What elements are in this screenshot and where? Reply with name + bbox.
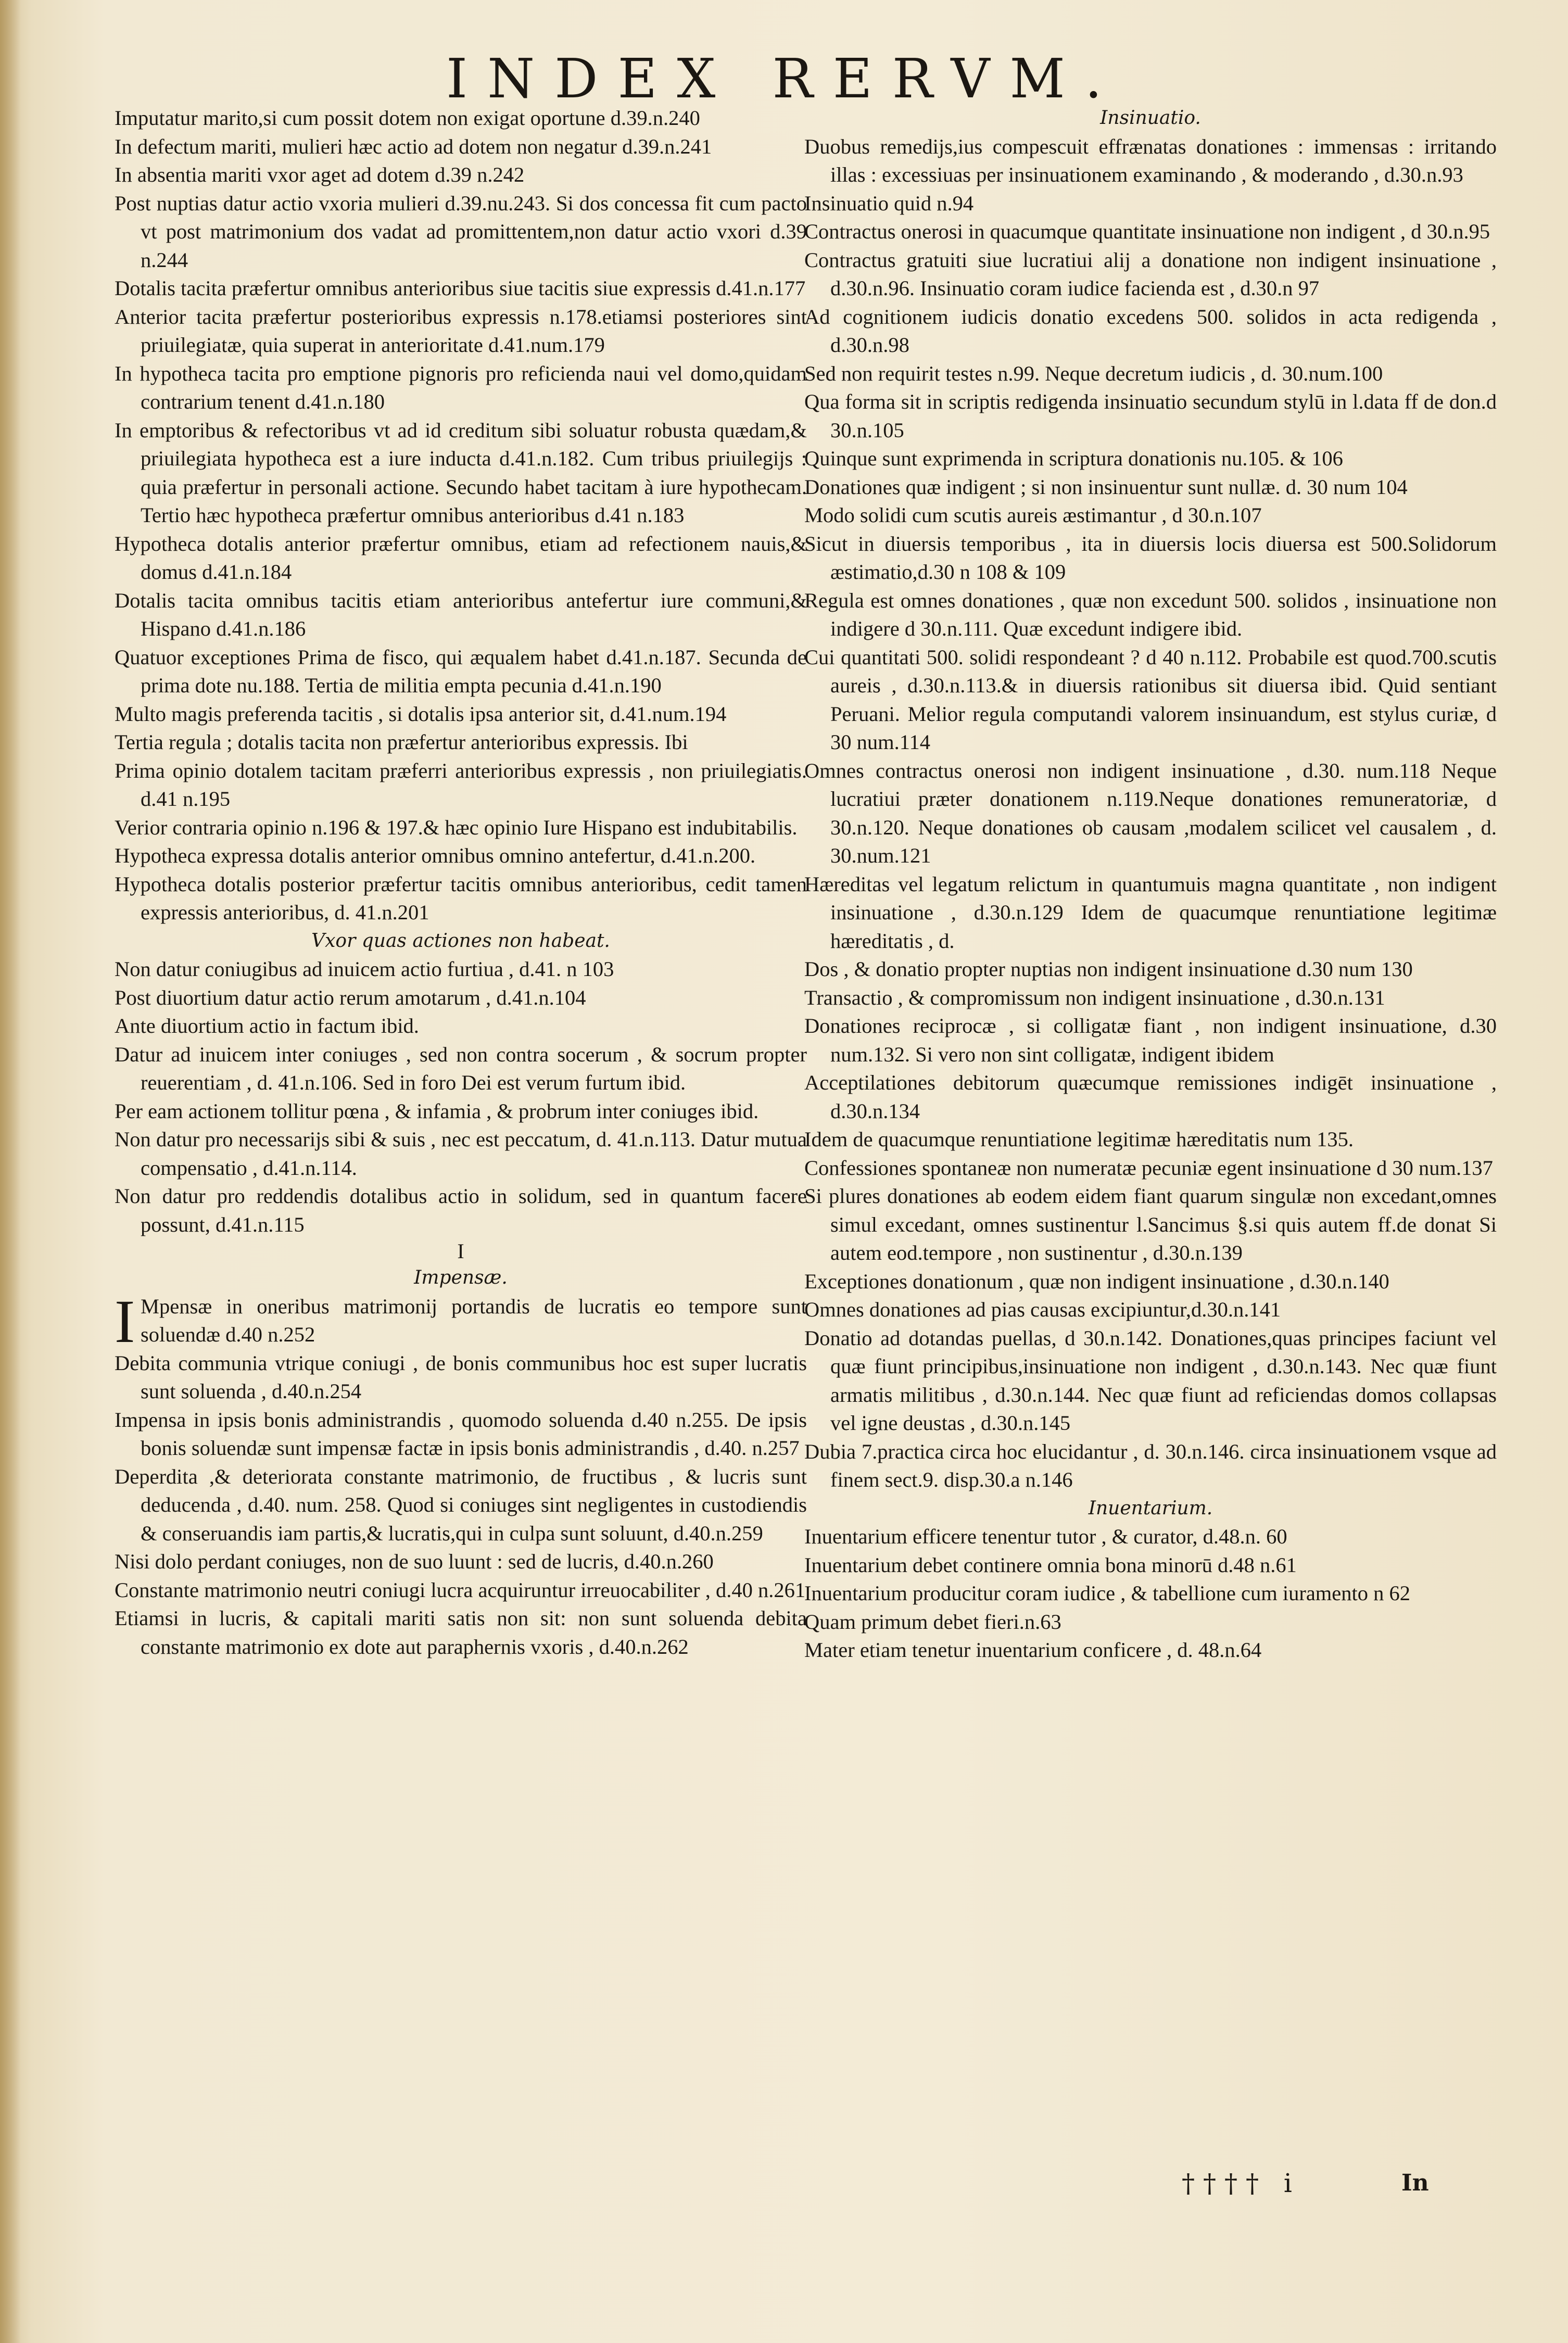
right-column	[804, 104, 1497, 1665]
index-entry: Ante diuortium actio in factum ibid.	[115, 1014, 419, 1037]
index-entry: Deperdita ,& deteriorata constante matrimonio, de fructibus , & lucris sunt deducenda , d.40. num. 258. Quod si coniuges sint negligentes in custodiendis & conseruandis iam partis,& lucratis,qui in culpa sunt soluunt, d.40.n.259	[115, 1464, 807, 1545]
index-entry: Cui quantitati 500. solidi respondeant ? d 40 n.112. Probabile est quod.700.scutis aureis , d.30.n.113.& in diuersis rationibus sit diuersa ibid. Quid sentiant Peruani. Melior regula computandi valorem insinuandum, est stylus curiæ, d 30 num.114	[804, 645, 1497, 754]
index-entry: Datur ad inuicem inter coniuges , sed non contra socerum , & socrum propter reuerentiam , d. 41.n.106. Sed in foro Dei est verum furtum ibid.	[115, 1042, 807, 1094]
drop-cap: I	[115, 1287, 135, 1356]
index-entry: Confessiones spontaneæ non numeratæ pecuniæ egent insinuatione d 30 num.137	[804, 1156, 1493, 1180]
letter-heading: I	[457, 1239, 464, 1263]
index-entry: Nisi dolo perdant coniuges, non de suo luunt : sed de lucris, d.40.n.260	[115, 1550, 714, 1573]
right-entries-inuentarium	[804, 1523, 1497, 1665]
index-entry: Duobus remedijs,ius compescuit effrænatas donationes : immensas : irritando illas : excessiuas per insinuationem examinando , & moderando , d.30.n.93	[804, 134, 1497, 186]
index-entry: In absentia mariti vxor aget ad dotem d.39 n.242	[115, 163, 525, 186]
index-entry: In defectum mariti, mulieri hæc actio ad dotem non negatur d.39.n.241	[115, 134, 712, 158]
index-entry: Anterior tacita præfertur posterioribus expressis n.178.etiamsi posteriores sint priuilegiatæ, quia superat in anterioritate d.41.num.179	[115, 305, 807, 357]
index-entry: Quam primum debet fieri.n.63	[804, 1610, 1061, 1633]
index-entry: Contractus gratuiti siue lucratiui alij a donatione non indigent insinuatione , d.30.n.96. Insinuatio coram iudice facienda est , d.30.n 97	[804, 248, 1497, 300]
index-entry: Donationes reciprocæ , si colligatæ fiant , non indigent insinuatione, d.30 num.132. Si vero non sint colligatæ, indigent ibidem	[804, 1014, 1497, 1066]
index-entry: Omnes donationes ad pias causas excipiuntur,d.30.n.141	[804, 1298, 1281, 1321]
index-entry: Verior contraria opinio n.196 & 197.& hæc opinio Iure Hispano est indubitabilis.	[115, 815, 798, 839]
index-entry: Debita communia vtrique coniugi , de bonis communibus hoc est super lucratis sunt soluenda , d.40.n.254	[115, 1351, 807, 1403]
index-entry: Si plures donationes ab eodem eidem fiant quarum singulæ non excedant,omnes simul excedant, omnes sustinentur l.Sancimus §.si quis autem ff.de donat Si autem eod.tempore , non sustinentur , d.30.n.139	[804, 1184, 1497, 1264]
index-entry: In emptoribus & refectoribus vt ad id creditum sibi soluatur robusta quædam,& priuilegiata hypotheca est a iure inducta d.41.n.182. Cum tribus priuilegijs : quia præfertur in personali actione. Secundo habet tacitam à iure hypothecam. Tertio hæc hypotheca præfertur omnibus anterioribus d.41 n.183	[115, 418, 807, 527]
index-entry: In hypotheca tacita pro emptione pignoris pro reficienda naui vel domo,quidam contrarium tenent d.41.n.180	[115, 361, 807, 413]
index-entry: Hypotheca dotalis posterior præfertur tacitis omnibus anterioribus, cedit tamen expressis anterioribus, d. 41.n.201	[115, 872, 807, 924]
index-entry: Imputatur marito,si cum possit dotem non exigat oportune d.39.n.240	[115, 106, 700, 130]
index-entry: Mater etiam tenetur inuentarium conficere , d. 48.n.64	[804, 1638, 1262, 1662]
index-entry: Non datur pro reddendis dotalibus actio in solidum, sed in quantum facere possunt, d.41.n.115	[115, 1184, 807, 1236]
index-entry: Tertia regula ; dotalis tacita non præfertur anterioribus expressis. Ibi	[115, 730, 688, 754]
index-entry: Donationes quæ indigent ; si non insinuentur sunt nullæ. d. 30 num 104	[804, 475, 1408, 499]
index-entry: Inuentarium efficere tenentur tutor , & curator, d.48.n. 60	[804, 1525, 1287, 1548]
index-entry: Sicut in diuersis temporibus , ita in diuersis locis diuersa est 500.Solidorum æstimatio,d.30 n 108 & 109	[804, 531, 1497, 584]
index-entry-text: Mpensæ in oneribus matrimonij portandis de lucratis eo tempore sunt soluendæ d.40 n.252	[141, 1294, 807, 1346]
index-entry: Post diuortium datur actio rerum amotarum , d.41.n.104	[115, 985, 586, 1009]
index-entry: Dotalis tacita præfertur omnibus anterioribus siue tacitis siue expressis d.41.n.177	[115, 276, 806, 300]
index-entry: Idem de quacumque renuntiatione legitimæ hæreditatis num 135.	[804, 1128, 1354, 1151]
index-entry: Multo magis preferenda tacitis , si dotalis ipsa anterior sit, d.41.num.194	[115, 702, 727, 726]
left-entries-vxor	[115, 955, 807, 1239]
index-entry: Qua forma sit in scriptis redigenda insinuatio secundum stylū in l.data ff de don.d 30.n.105	[804, 390, 1497, 442]
index-entry: Non datur pro necessarijs sibi & suis , nec est peccatum, d. 41.n.113. Datur mutua compensatio , d.41.n.114.	[115, 1128, 807, 1180]
index-entry: Hypotheca dotalis anterior præfertur omnibus, etiam ad refectionem nauis,& domus d.41.n.184	[115, 531, 807, 584]
index-entry: Insinuatio quid n.94	[804, 191, 974, 215]
index-entry: Quatuor exceptiones Prima de fisco, qui æqualem habet d.41.n.187. Secunda de prima dote nu.188. Tertia de militia empta pecunia d.41.n.190	[115, 645, 807, 697]
section-heading-inuentarium: Inuentarium.	[1088, 1497, 1213, 1519]
index-entry: Exceptiones donationum , quæ non indigent insinuatione , d.30.n.140	[804, 1269, 1389, 1293]
index-entry: Acceptilationes debitorum quæcumque remissiones indigēt insinuatione , d.30.n.134	[804, 1071, 1497, 1123]
index-entry: Regula est omnes donationes , quæ non excedunt 500. solidos , insinuatione non indigere d 30.n.111. Quæ excedunt indigere ibid.	[804, 588, 1497, 640]
index-entry: Contractus onerosi in quacumque quantitate insinuatione non indigent , d 30.n.95	[804, 220, 1490, 243]
index-entry: Prima opinio dotalem tacitam præferri anterioribus expressis , non priuilegiatis. d.41 n.195	[115, 758, 807, 810]
index-entry: Modo solidi cum scutis aureis æstimantur , d 30.n.107	[804, 503, 1262, 527]
section-heading-vxor: Vxor quas actiones non habeat.	[311, 930, 610, 952]
index-entry: Omnes contractus onerosi non indigent insinuatione , d.30. num.118 Neque lucratiui præter donationem n.119.Neque donationes remuneratoriæ, d 30.n.120. Neque donationes ob causam ,modalem scilicet vel causalem , d. 30.num.121	[804, 758, 1497, 867]
binding-shadow	[0, 0, 21, 2343]
index-entry: Inuentarium producitur coram iudice , & tabellione cum iuramento n 62	[804, 1581, 1411, 1605]
index-entry: Hypotheca expressa dotalis anterior omnibus omnino antefertur, d.41.n.200.	[115, 844, 756, 867]
index-entry: Etiamsi in lucris, & capitali mariti satis non sit: non sunt soluenda debita constante matrimonio ex dote aut paraphernis vxoris , d.40.n.262	[115, 1606, 807, 1658]
left-entries	[115, 104, 807, 927]
left-entries-impensae	[115, 1349, 807, 1662]
index-entry	[115, 1287, 807, 1356]
index-entry: Dos , & donatio propter nuptias non indigent insinuatione d.30 num 130	[804, 957, 1413, 981]
running-title: INDEX RERVM.	[446, 47, 1122, 110]
catchword: In	[1401, 2170, 1429, 2196]
index-entry: Sed non requirit testes n.99. Neque decretum iudicis , d. 30.num.100	[804, 361, 1383, 385]
index-entry: Non datur coniugibus ad inuicem actio furtiua , d.41. n 103	[115, 957, 614, 981]
index-entry: Dotalis tacita omnibus tacitis etiam anterioribus antefertur iure communi,& Hispano d.41.n.186	[115, 588, 807, 640]
right-entries	[804, 133, 1497, 1495]
index-entry: Ad cognitionem iudicis donatio excedens 500. solidos in acta redigenda , d.30.n.98	[804, 305, 1497, 357]
index-entry: Impensa in ipsis bonis administrandis , quomodo soluenda d.40 n.255. De ipsis bonis soluendæ sunt impensæ factæ in ipsis bonis administrandis , d.40. n.257	[115, 1408, 807, 1460]
index-entry: Per eam actionem tollitur pœna , & infamia , & probrum inter coniuges ibid.	[115, 1099, 759, 1123]
index-entry: Inuentarium debet continere omnia bona minorū d.48 n.61	[804, 1553, 1297, 1577]
index-entry: Dubia 7.practica circa hoc elucidantur , d. 30.n.146. circa insinuationem vsque ad finem sect.9. disp.30.a n.146	[804, 1439, 1497, 1491]
section-heading-impensae: Impensæ.	[414, 1267, 508, 1288]
left-column	[115, 104, 807, 1661]
index-entry: Post nuptias datur actio vxoria mulieri d.39.nu.243. Si dos concessa fit cum pacto vt post matrimonium dos vadat ad promittentem,non datur actio vxori d.39 n.244	[115, 191, 807, 272]
index-entry: Transactio , & compromissum non indigent insinuatione , d.30.n.131	[804, 985, 1385, 1009]
index-entry: Hæreditas vel legatum relictum in quantumuis magna quantitate , non indigent insinuatione , d.30.n.129 Idem de quacumque renuntiatione legitimæ hæreditatis , d.	[804, 872, 1497, 953]
index-entry: Donatio ad dotandas puellas, d 30.n.142. Donationes,quas principes faciunt vel quæ fiunt principibus,insinuatione non indigent , d.30.n.143. Nec quæ fiunt armatis militibus , d.30.n.144. Nec quæ fiunt ad reficiendas domos collapsas vel igne deustas , d.30.n.145	[804, 1326, 1497, 1435]
signature-mark: †††† i	[1182, 2168, 1300, 2198]
index-entry: Quinque sunt exprimenda in scriptura donationis nu.105. & 106	[804, 447, 1343, 470]
section-heading-insinuatio: Insinuatio.	[1100, 107, 1201, 129]
index-entry: Constante matrimonio neutri coniugi lucra acquiruntur irreuocabiliter , d.40 n.261	[115, 1578, 806, 1602]
